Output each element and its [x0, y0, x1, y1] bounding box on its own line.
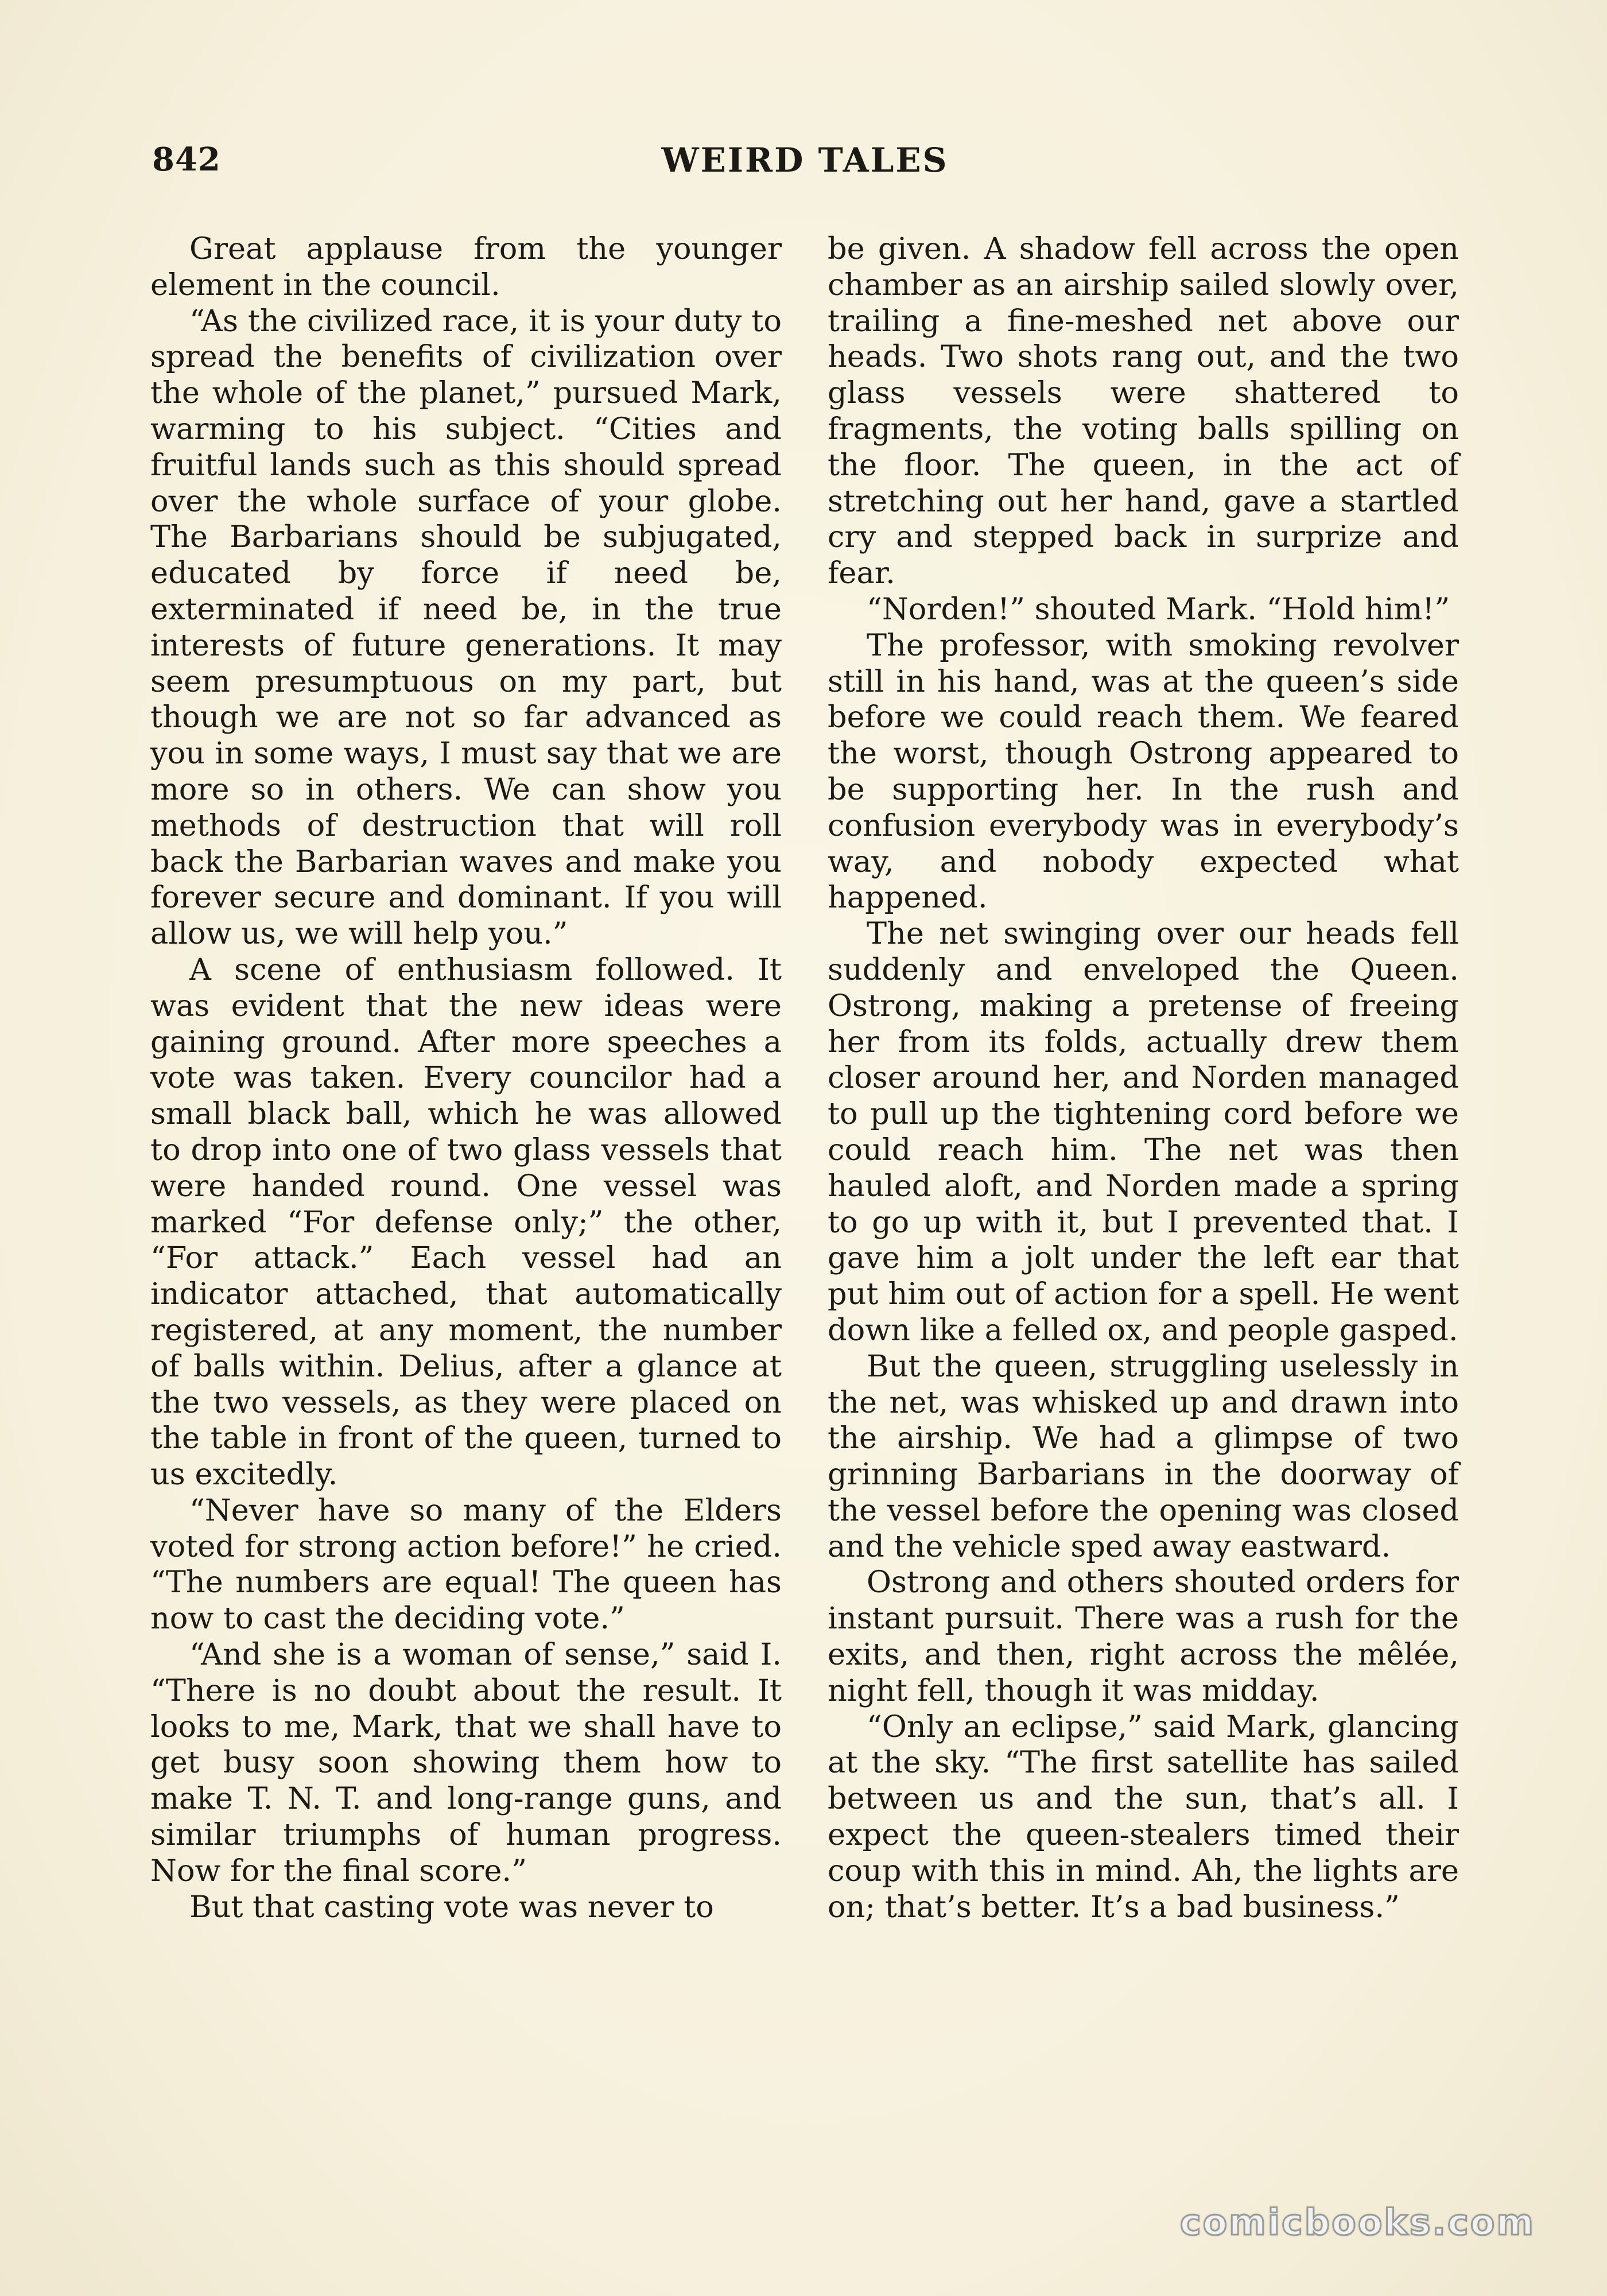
paragraph: “Norden!” shouted Mark. “Hold him!” [867, 591, 1450, 627]
left-column [150, 231, 782, 1925]
paragraph: Great applause from the younger element in the council. [150, 231, 782, 302]
page-number: 842 [152, 141, 221, 179]
paragraph-continued: be given. A shadow fell across the open chamber as an airship sailed slowly over, trailing a fine-meshed net above our heads. Two shots rang out, and the two glass vessels were shattered to fragments, the voting balls spilling on the floor. The queen, in the act of stretching out her hand, gave a startled cry and stepped back in surprize and fear. [828, 231, 1459, 591]
paragraph: “And she is a woman of sense,” said I. “There is no doubt about the result. It looks to me, Mark, that we shall have to get busy soon showing them how to make T. N. T. and long-range guns, and similar triumphs of human progress. Now for the final score.” [150, 1637, 782, 1888]
paragraph: The net swinging over our heads fell suddenly and enveloped the Queen. Ostrong, making a pretense of freeing her from its folds, actually drew them closer around her, and Norden managed to pull up the tightening cord before we could reach him. The net was then hauled aloft, and Norden made a spring to go up with it, but I prevented that. I gave him a jolt under the left ear that put him out of action for a spell. He went down like a felled ox, and people gasped. [828, 916, 1459, 1348]
paragraph: “Only an eclipse,” said Mark, glancing at the sky. “The first satellite has sailed between us and the sun, that’s all. I expect the queen-stealers timed their coup with this in mind. Ah, the lights are on; that’s better. It’s a bad business.” [828, 1709, 1459, 1925]
paragraph: A scene of enthusiasm followed. It was evident that the new ideas were gaining ground. After more speeches a vote was taken. Every councilor had a small black ball, which he was allowed to drop into one of two glass vessels that were handed round. One vessel was marked “For defense only;” the other, “For attack.” Each vessel had an indicator attached, that automatically registered, at any moment, the number of balls within. Delius, after a glance at the two vessels, as they were placed on the table in front of the queen, turned to us excitedly. [150, 952, 782, 1492]
paragraph: But the queen, struggling uselessly in the net, was whisked up and drawn into the airship. We had a glimpse of two grinning Barbarians in the doorway of the vessel before the opening was closed and the vehicle sped away eastward. [828, 1348, 1459, 1564]
right-column [828, 231, 1459, 1925]
paragraph: But that casting vote was never to [189, 1889, 714, 1925]
site-watermark: comicbooks.com [1179, 2201, 1535, 2243]
running-title: WEIRD TALES [661, 141, 949, 180]
paragraph: “Never have so many of the Elders voted for strong action before!” he cried. “The numbers are equal! The queen has now to cast the deciding vote.” [150, 1492, 782, 1636]
page-header [152, 141, 1458, 187]
paragraph: The professor, with smoking revolver still in his hand, was at the queen’s side before we could reach them. We feared the worst, though Ostrong appeared to be supporting her. In the rush and confusion everybody was in everybody’s way, and nobody expected what happened. [828, 627, 1459, 916]
paragraph: Ostrong and others shouted orders for instant pursuit. There was a rush for the exits, and then, right across the mêlée, night fell, though it was midday. [828, 1565, 1459, 1708]
paragraph: “As the civilized race, it is your duty to spread the benefits of civilization over the whole of the planet,” pursued Mark, warming to his subject. “Cities and fruitful lands such as this should spread over the whole surface of your globe. The Barbarians should be subjugated, educated by force if need be, exterminated if need be, in the true interests of future generations. It may seem presumptuous on my part, but though we are not so far advanced as you in some ways, I must say that we are more so in others. We can show you methods of destruction that will roll back the Barbarian waves and make you forever secure and dominant. If you will allow us, we will help you.” [150, 303, 782, 952]
